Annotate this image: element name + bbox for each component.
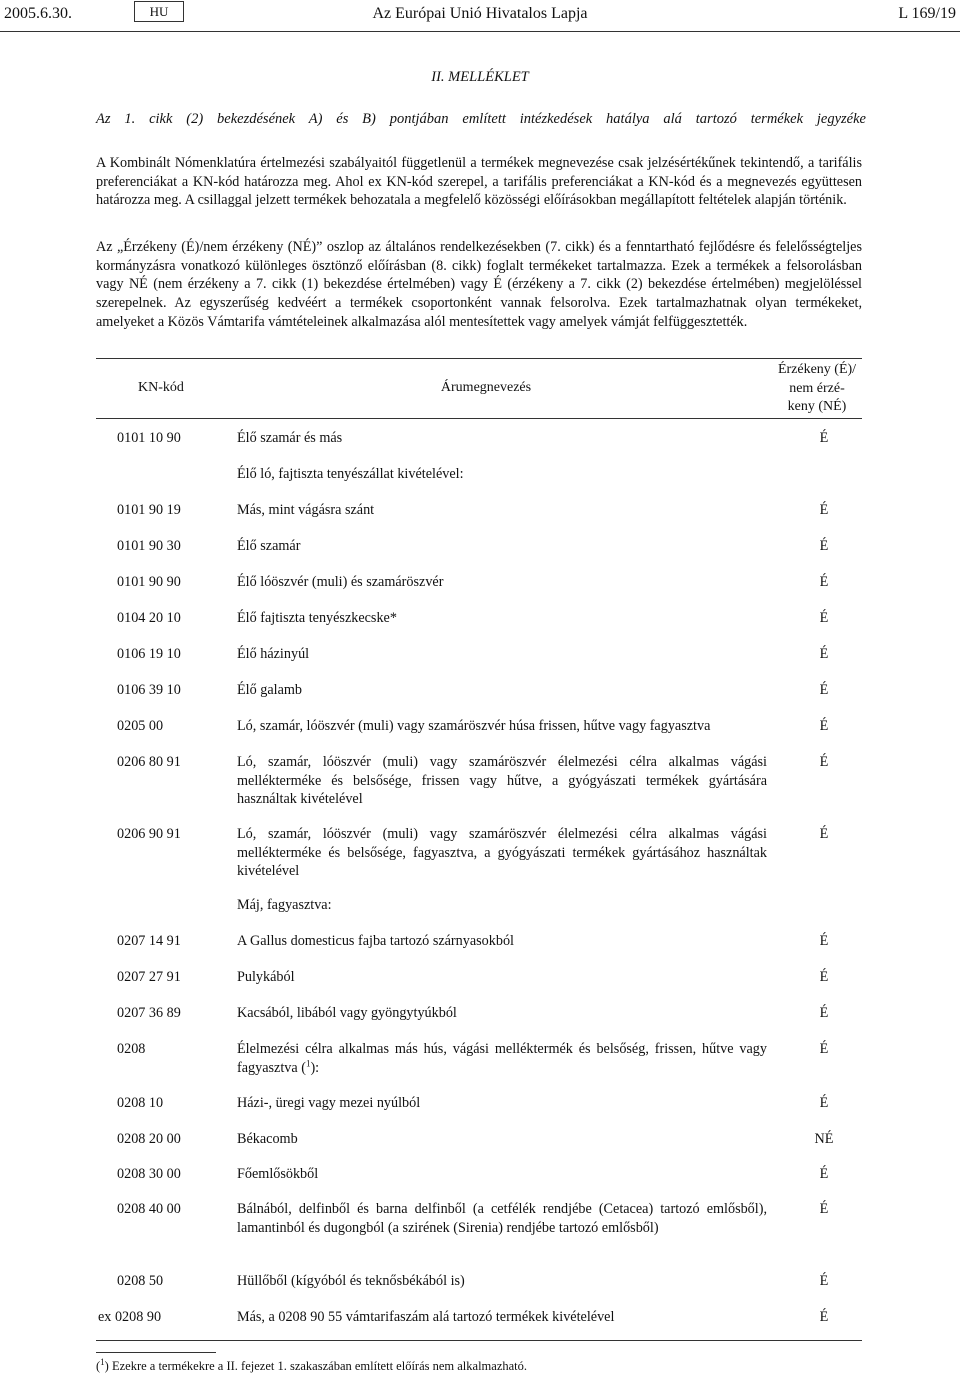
- column-header-sensitivity-line: Érzékeny (É)/: [777, 362, 857, 377]
- row-code: 0208: [117, 1041, 146, 1057]
- header-divider: [0, 31, 960, 32]
- row-description: Élő galamb: [237, 682, 303, 698]
- row-code: 0207 14 91: [117, 933, 181, 949]
- row-code: 0101 90 90: [117, 574, 181, 590]
- row-description: A Gallus domesticus fajba tartozó szárnyasokból: [237, 933, 514, 949]
- row-code: ex 0208 90: [98, 1309, 162, 1325]
- row-sensitivity: É: [819, 933, 829, 949]
- row-code: 0104 20 10: [117, 610, 181, 626]
- row-sensitivity: É: [819, 610, 829, 626]
- footnote-text: Ezekre a termékekre a II. fejezet 1. szakaszában említett előírás nem alkalmazható.: [111, 1359, 528, 1373]
- row-description: Élő lóöszvér (muli) és szamáröszvér: [237, 574, 444, 590]
- column-header-description: Árumegnevezés: [440, 380, 532, 395]
- row-code: 0101 10 90: [117, 430, 181, 446]
- row-description: [237, 1040, 767, 1077]
- intro-paragraph-1: A Kombinált Nómenklatúra értelmezési szabályaitól függetlenül a termékek megnevezése csak jelzésértékűnek tekintendő, a tarifális preferenciákat a KN-kód határozza meg. Ahol ex KN-kód szerepel, a tarifális preferenciákat a KN-kód és a megnevezés együttesen határozza meg. A csillaggal jelzett termékek behozatala a megfelelő közösségi előírásokban megállapított feltételek alapján történik.: [96, 155, 862, 209]
- intro-paragraph-2: Az „Érzékeny (É)/nem érzékeny (NÉ)” oszlop az általános rendelkezésekben (7. cikk) és a fenntartható fejlődésre és felelősségteljes kormányzásra vonatkozó különleges ösztönző előírásban (8. cikk) foglalt termékeket tartalmazza. Ezek a termékek a felsorolásban vagy NÉ (nem érzékeny a 7. cikk (1) bekezdése értelmében) vagy É (érzékeny a 7. cikk (2) bekezdése értelmében) megjelöléssel szerepelnek. Az egyszerűség kedvéért a termékek csoportonként vannak felsorolva. Ezek tartalmazhatnak olyan termékeket, amelyeket a Közös Vámtarifa vámtételeinek alkalmazása alól mentesítettek vagy amelyek vámját felfüggesztették.: [96, 239, 862, 330]
- row-description: Élő fajtiszta tenyészkecske*: [237, 610, 397, 626]
- language-badge: HU: [134, 1, 184, 22]
- row-sensitivity: É: [819, 1095, 829, 1111]
- page-number: L 169/19: [898, 5, 956, 22]
- table-bottom-rule: [96, 1340, 862, 1341]
- row-sensitivity: É: [819, 430, 829, 446]
- row-description: Ló, szamár, lóöszvér (muli) vagy szamáröszvér élelmezési célra alkalmas vágási mellékterméke és belsősége, frissen vagy hűtve, a gyógyászati termékek gyártására használtak kivételével: [237, 754, 767, 808]
- row-code: 0208 20 00: [117, 1131, 181, 1147]
- row-code: 0208 10: [117, 1095, 164, 1111]
- table-header-rule: [96, 418, 862, 419]
- row-code: 0106 39 10: [117, 682, 181, 698]
- row-sensitivity: É: [819, 1201, 829, 1217]
- row-sensitivity: É: [819, 682, 829, 698]
- row-code: 0207 27 91: [117, 969, 181, 985]
- row-description: Más, a 0208 90 55 vámtarifaszám alá tartozó termékek kivételével: [237, 1309, 615, 1325]
- row-code: 0206 90 91: [117, 826, 181, 842]
- row-sensitivity: NÉ: [814, 1131, 834, 1147]
- column-header-sensitivity: [772, 361, 862, 417]
- row-description: Bálnából, delfinből és barna delfinből (a cetfélék rendjébe (Cetacea) tartozó emlősből), lamantinból és dugongból (a szirének (Sirenia) rendjébe tartozó emlősből): [237, 1201, 767, 1236]
- row-code: 0207 36 89: [117, 1005, 181, 1021]
- footnote: ($^1$) Ezekre a termékekre a II. fejezet 1. szakaszában említett előírás nem alkalmazható.: [96, 1356, 528, 1373]
- row-description: Kacsából, libából vagy gyöngytyúkból: [237, 1005, 457, 1021]
- row-description: Ló, szamár, lóöszvér (muli) vagy szamáröszvér húsa frissen, hűtve vagy fagyasztva: [237, 718, 711, 734]
- footnote-divider: [96, 1352, 216, 1353]
- column-header-code: KN-kód: [138, 380, 184, 395]
- row-description: Házi-, üregi vagy mezei nyúlból: [237, 1095, 421, 1111]
- table-top-rule: [96, 358, 862, 359]
- row-sensitivity: É: [819, 1166, 829, 1182]
- row-description: Ló, szamár, lóöszvér (muli) vagy szamáröszvér élelmezési célra alkalmas vágási mellékterméke és belsősége, fagyasztva, a gyógyászati termékek gyártásához használtak kivételével: [237, 826, 767, 880]
- row-description: Főemlősökből: [237, 1166, 319, 1182]
- row-description: Élő házinyúl: [237, 646, 310, 662]
- annex-title: II. MELLÉKLET: [431, 69, 529, 85]
- row-description: Hüllőből (kígyóból és teknősbékából is): [237, 1273, 465, 1289]
- row-sensitivity: É: [819, 1309, 829, 1325]
- row-description: Pulykából: [237, 969, 295, 985]
- row-sensitivity: É: [819, 1041, 829, 1057]
- row-description: Máj, fagyasztva:: [237, 897, 332, 913]
- row-description-text: ):: [310, 1059, 320, 1076]
- row-description: Élő szamár: [237, 538, 301, 554]
- row-sensitivity: É: [819, 538, 829, 554]
- row-code: 0208 50: [117, 1273, 164, 1289]
- row-sensitivity: É: [819, 502, 829, 518]
- page-header: [0, 0, 960, 28]
- row-description: Más, mint vágásra szánt: [237, 502, 375, 518]
- row-code: 0101 90 19: [117, 502, 181, 518]
- row-sensitivity: É: [819, 718, 829, 734]
- row-sensitivity: É: [819, 646, 829, 662]
- row-code: 0208 30 00: [117, 1166, 181, 1182]
- row-sensitivity: É: [819, 826, 829, 842]
- row-sensitivity: É: [819, 969, 829, 985]
- row-sensitivity: É: [819, 1005, 829, 1021]
- row-code: 0208 40 00: [117, 1201, 181, 1217]
- footnote-mark: 1: [100, 1356, 105, 1367]
- row-code: 0106 19 10: [117, 646, 181, 662]
- document-subtitle: Az 1. cikk (2) bekezdésének A) és B) pontjában említett intézkedések hatálya alá tartozó termékek jegyzéke: [96, 111, 866, 127]
- row-sensitivity: É: [819, 1273, 829, 1289]
- journal-title: Az Európai Unió Hivatalos Lapja: [372, 5, 588, 22]
- row-code: 0206 80 91: [117, 754, 181, 770]
- row-description: Élő ló, fajtiszta tenyészállat kivételével:: [237, 466, 464, 482]
- row-sensitivity: É: [819, 574, 829, 590]
- header-date: 2005.6.30.: [4, 5, 72, 22]
- row-description: Békacomb: [237, 1131, 298, 1147]
- row-description-text: Élelmezési célra alkalmas más hús, vágási melléktermék és belsőség, frissen, hűtve vagy fagyasztva (: [237, 1041, 767, 1076]
- row-sensitivity: É: [819, 754, 829, 770]
- row-code: 0205 00: [117, 718, 164, 734]
- row-code: 0101 90 30: [117, 538, 181, 554]
- row-description: Élő szamár és más: [237, 430, 343, 446]
- footnote-ref: 1: [305, 1058, 311, 1068]
- column-header-sensitivity-line: nem érzé-: [789, 380, 845, 396]
- column-header-sensitivity-line: keny (NÉ): [787, 399, 847, 415]
